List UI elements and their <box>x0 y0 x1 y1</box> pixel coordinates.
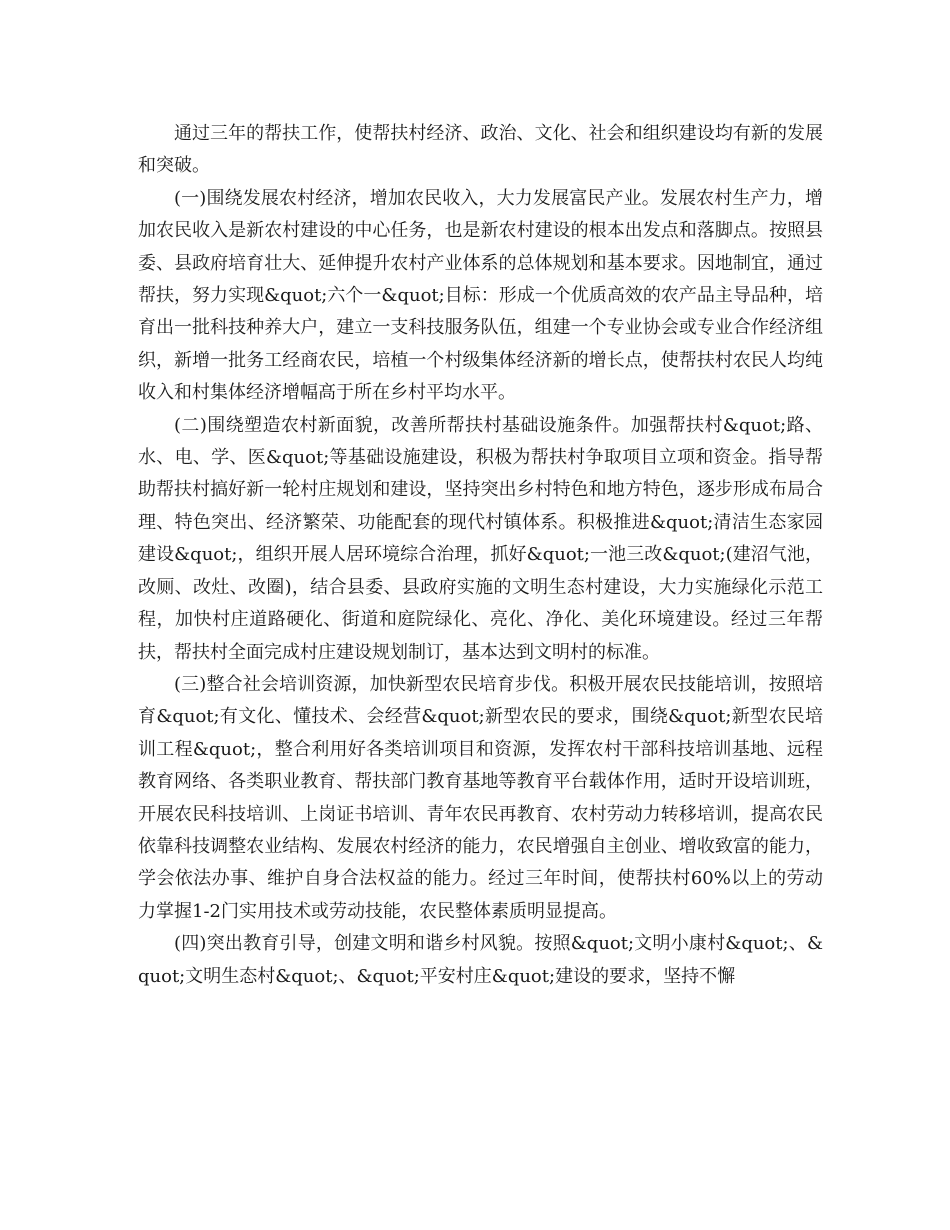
paragraph-section-2-infrastructure: (二)围绕塑造农村新面貌，改善所帮扶村基础设施条件。加强帮扶村&quot;路、水、电、学、医&quot;等基础设施建设，积极为帮扶村争取项目立项和资金。指导帮助帮扶村搞好新一轮村庄规划和建设，坚持突出乡村特色和地方特色，逐步形成布局合理、特色突出、经济繁荣、功能配套的现代村镇体系。积极推进&quot;清洁生态家园建设&quot;，组织开展人居环境综合治理，抓好&quot;一池三改&quot;(建沼气池，改厕、改灶、改圈)，结合县委、县政府实施的文明生态村建设，大力实施绿化示范工程，加快村庄道路硬化、街道和庭院绿化、亮化、净化、美化环境建设。经过三年帮扶，帮扶村全面完成村庄建设规划制订，基本达到文明村的标准。 <box>138 414 823 663</box>
paragraph-section-3-training: (三)整合社会培训资源，加快新型农民培育步伐。积极开展农民技能培训，按照培育&quot;有文化、懂技术、会经营&quot;新型农民的要求，围绕&quot;新型农民培训工程&quot;，整合利用好各类培训项目和资源，发挥农村干部科技培训基地、远程教育网络、各类职业教育、帮扶部门教育基地等教育平台载体作用，适时开设培训班，开展农民科技培训、上岗证书培训、青年农民再教育、农村劳动力转移培训，提高农民依靠科技调整农业结构、发展农村经济的能力，农民增强自主创业、增收致富的能力，学会依法办事、维护自身合法权益的能力。经过三年时间，使帮扶村60%以上的劳动力掌握1-2门实用技术或劳动技能，农民整体素质明显提高。 <box>138 673 823 922</box>
paragraph-intro: 通过三年的帮扶工作，使帮扶村经济、政治、文化、社会和组织建设均有新的发展和突破。 <box>138 123 823 177</box>
paragraph-section-1-economy: (一)围绕发展农村经济，增加农民收入，大力发展富民产业。发展农村生产力，增加农民收入是新农村建设的中心任务，也是新农村建设的根本出发点和落脚点。按照县委、县政府培育壮大、延伸提升农村产业体系的总体规划和基本要求。因地制宜，通过帮扶，努力实现&quot;六个一&quot;目标：形成一个优质高效的农产品主导品种，培育出一批科技种养大户，建立一支科技服务队伍，组建一个专业协会或专业合作经济组织，新增一批务工经商农民，培植一个村级集体经济新的增长点，使帮扶村农民人均纯收入和村集体经济增幅高于所在乡村平均水平。 <box>138 187 823 404</box>
paragraph-section-4-civilization: (四)突出教育引导，创建文明和谐乡村风貌。按照&quot;文明小康村&quot;、&quot;文明生态村&quot;、&quot;平安村庄&quot;建设的要求，坚持不懈 <box>138 933 824 987</box>
document-body <box>138 118 823 993</box>
